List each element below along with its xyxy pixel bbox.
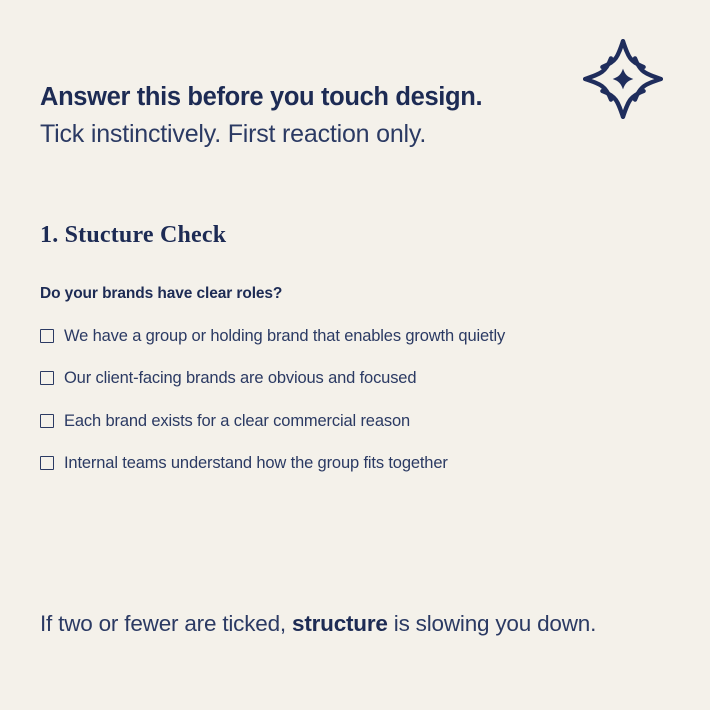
section-question: Do your brands have clear roles? bbox=[40, 285, 283, 302]
list-item[interactable] bbox=[40, 325, 600, 348]
checkbox-icon[interactable] bbox=[40, 414, 54, 428]
brand-monogram-logo bbox=[580, 36, 666, 122]
checkbox-icon[interactable] bbox=[40, 329, 54, 343]
page-title: Answer this before you touch design. bbox=[40, 83, 483, 111]
footer-emphasis: structure bbox=[292, 611, 388, 636]
list-item[interactable] bbox=[40, 367, 600, 390]
footer-suffix: is slowing you down. bbox=[387, 611, 597, 636]
footer-prefix: If two or fewer are ticked, bbox=[40, 611, 292, 636]
list-item[interactable] bbox=[40, 410, 600, 433]
structure-check-section bbox=[40, 222, 600, 495]
page-subtitle: Tick instinctively. First reaction only. bbox=[40, 120, 427, 149]
list-item-label: Each brand exists for a clear commercial reason bbox=[64, 411, 411, 430]
list-item-label: Internal teams understand how the group fits together bbox=[64, 454, 448, 473]
checklist bbox=[40, 325, 600, 476]
list-item[interactable] bbox=[40, 452, 600, 475]
list-item-label: Our client-facing brands are obvious and focused bbox=[64, 369, 417, 388]
checkbox-icon[interactable] bbox=[40, 456, 54, 470]
header-block bbox=[40, 82, 580, 150]
section-heading: 1. Stucture Check bbox=[40, 222, 227, 248]
checkbox-icon[interactable] bbox=[40, 371, 54, 385]
footer-note bbox=[40, 608, 640, 639]
list-item-label: We have a group or holding brand that enables growth quietly bbox=[64, 327, 506, 345]
